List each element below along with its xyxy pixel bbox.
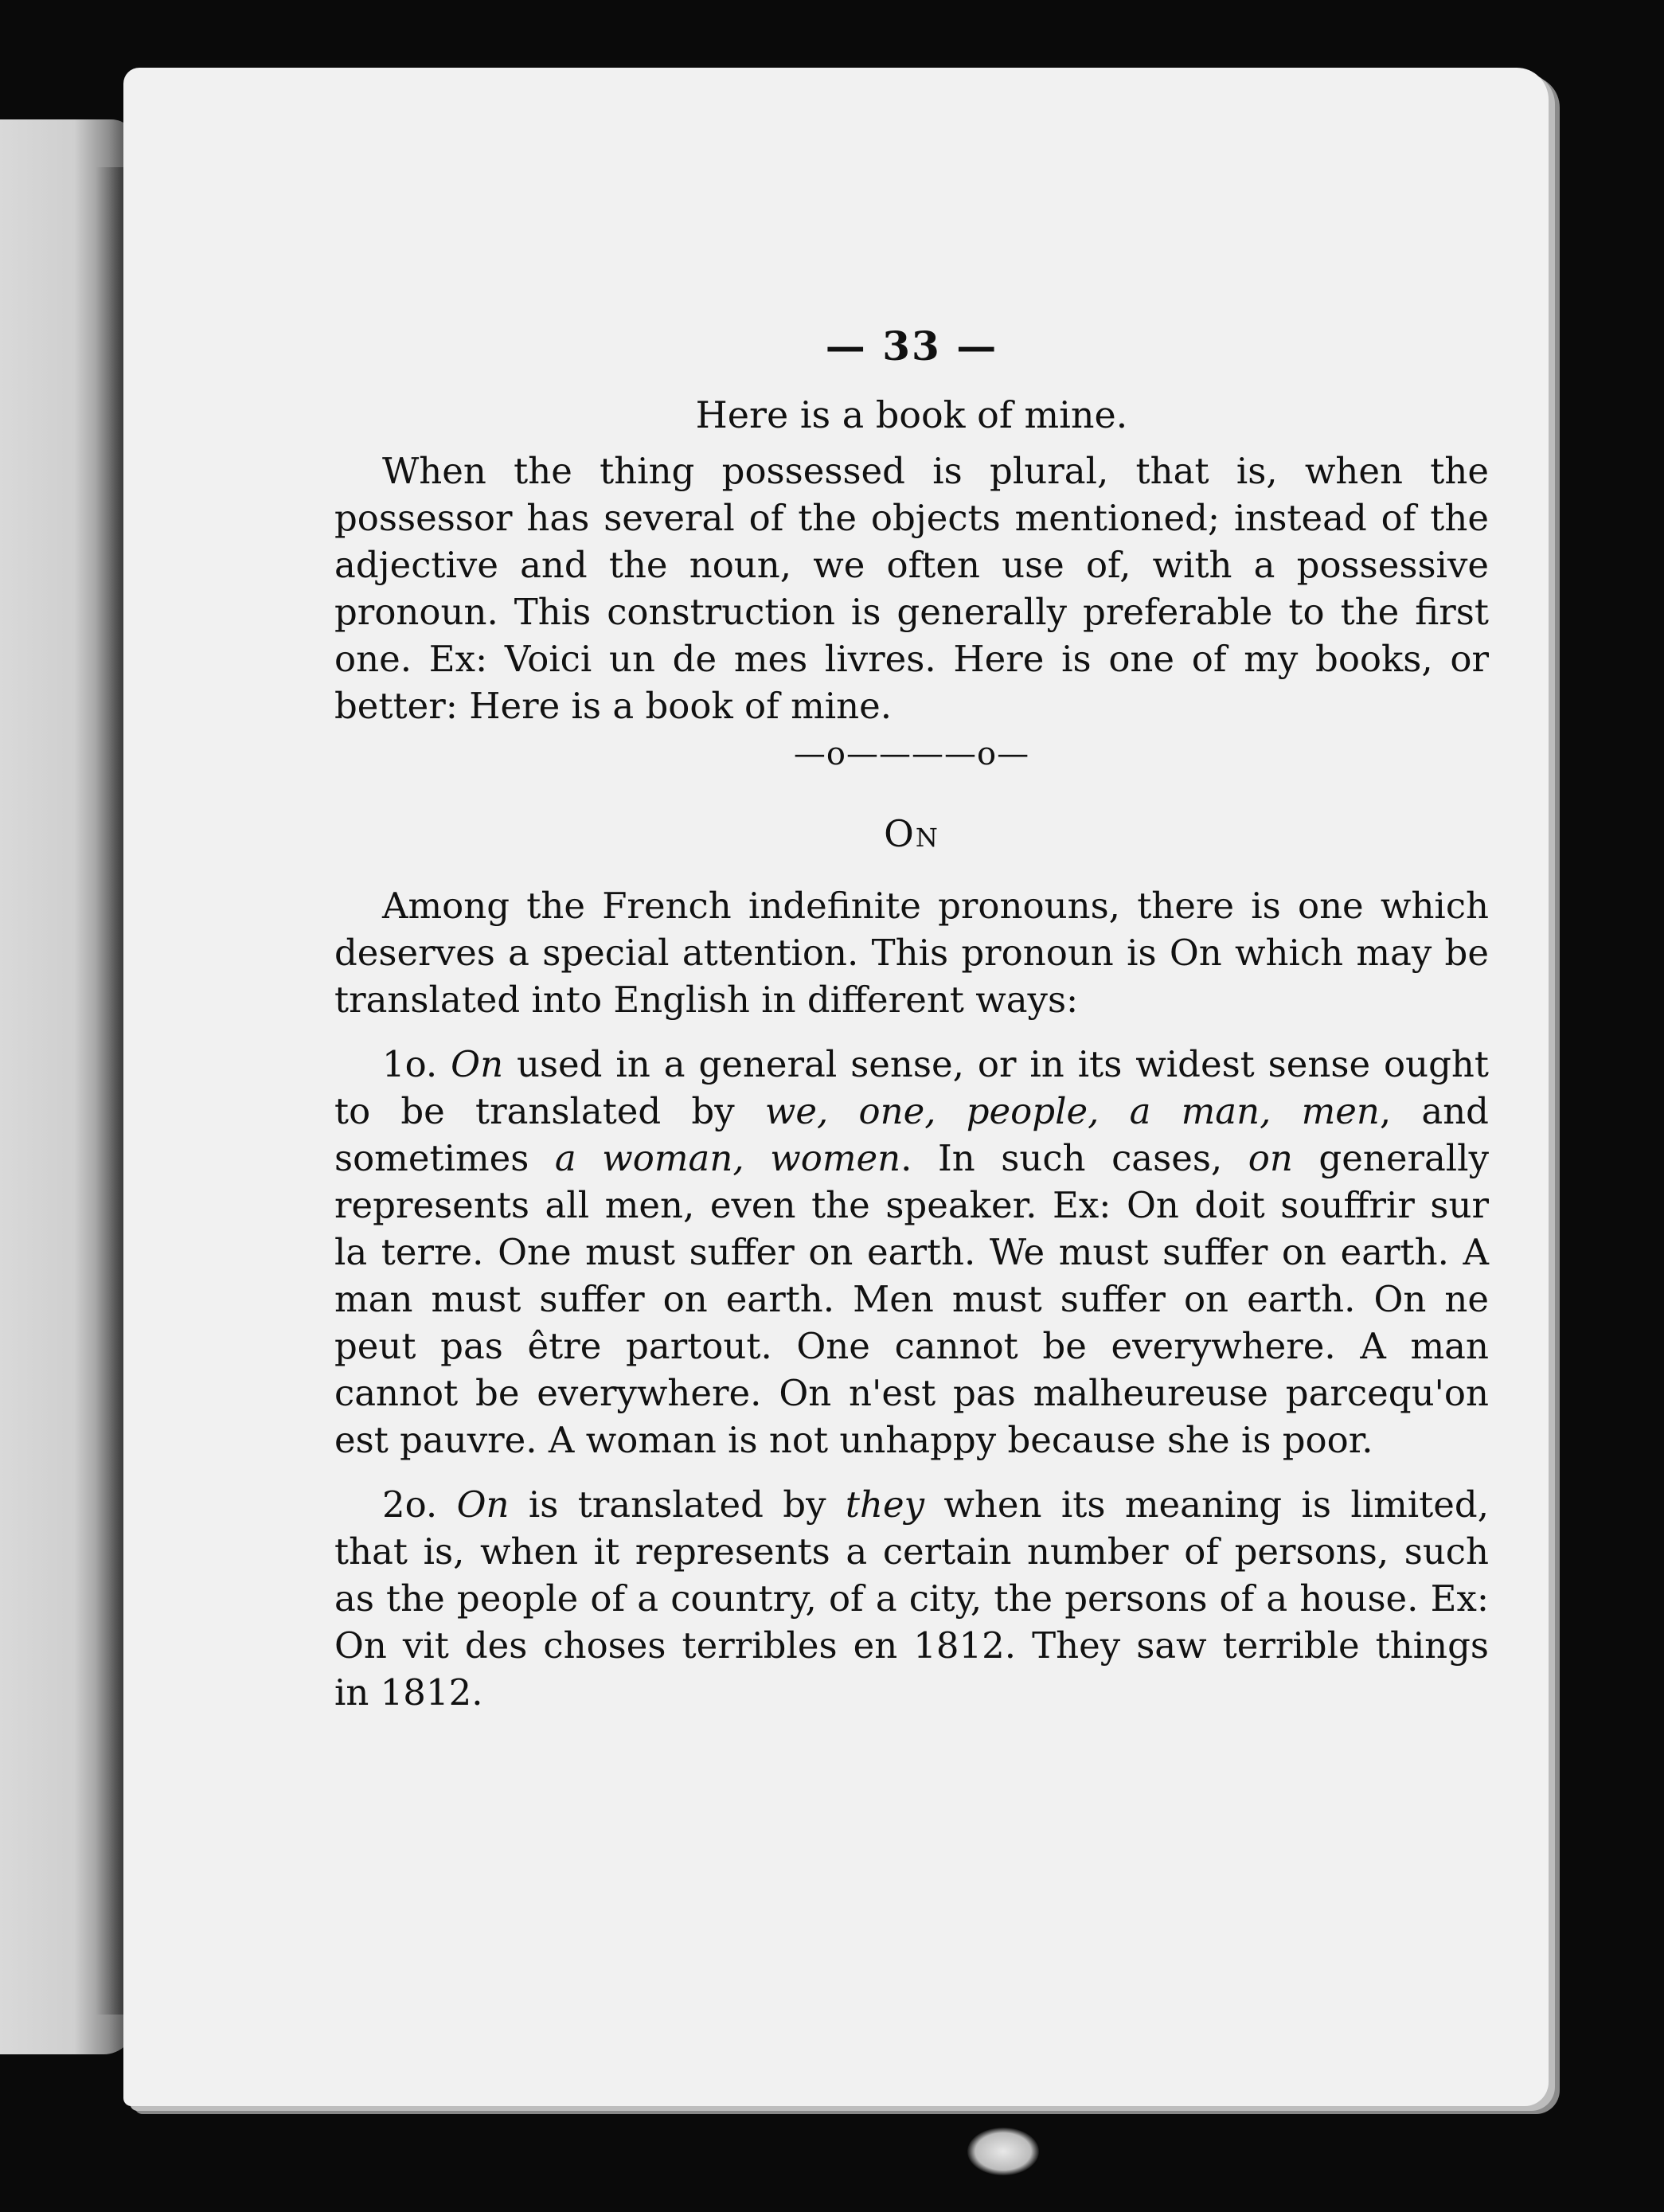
rule-2-text-1: is translated by	[509, 1483, 846, 1526]
rule-1-text-2: , and sometimes	[334, 1090, 1489, 1179]
rule-2-text-2: when its meaning is limited, that is, when it represents a certain number of persons, such as the people of a country, of a city, the persons of a house. Ex: On vit des choses terribles en 1812. They saw terrible things in 1812.	[334, 1483, 1489, 1714]
paragraph-possessive: When the thing possessed is plural, that is, when the possessor has several of the objects mentioned; instead of the adjective and the noun, we often use of, with a possessive pronoun. This construction is generally preferable to the first one. Ex: Voici un de mes livres. Here is one of my books, or better: Here is a book of mine.	[334, 450, 1489, 727]
rule-2-number: 2o.	[382, 1483, 457, 1526]
footer-smudge	[967, 2128, 1039, 2175]
section-title: On	[884, 812, 939, 855]
rule-1-text-3: . In such cases,	[900, 1137, 1248, 1179]
book-page	[123, 68, 1549, 2106]
paragraph-indefinite-pronouns: Among the French indefinite pronouns, there is one which deserves a special attention. This pronoun is On which may be translated into English in different ways:	[334, 885, 1489, 1021]
rule-1-text-1: used in a general sense, or in its widest sense ought to be translated by	[334, 1043, 1489, 1132]
rule-1-on-lowercase: on	[1248, 1137, 1293, 1179]
rule-1-on: On	[451, 1043, 504, 1085]
rule-2-on: On	[456, 1483, 510, 1526]
page-content	[334, 247, 1489, 1716]
rule-1-text-4: generally represents all men, even the speaker. Ex: On doit souffrir sur la terre. One must suffer on earth. We must suffer on earth. A man must suffer on earth. Men must suffer on earth. On ne peut pas être partout. One cannot be everywhere. A man cannot be everywhere. On n'est pas malheureuse parcequ'on est pauvre. A woman is not unhappy because she is poor.	[334, 1137, 1489, 1461]
page-number: — 33 —	[825, 322, 998, 369]
paragraph-rule-2	[334, 1481, 1489, 1716]
paragraph-rule-1	[334, 1041, 1489, 1464]
example-title: Here is a book of mine.	[695, 393, 1128, 436]
rule-2-they: they	[845, 1483, 925, 1526]
rule-1-translations-feminine: a woman, women	[554, 1137, 901, 1179]
section-divider: —o————o—	[793, 736, 1030, 772]
rule-1-number: 1o.	[382, 1043, 451, 1085]
rule-1-translations: we, one, people, a man, men	[764, 1090, 1380, 1132]
